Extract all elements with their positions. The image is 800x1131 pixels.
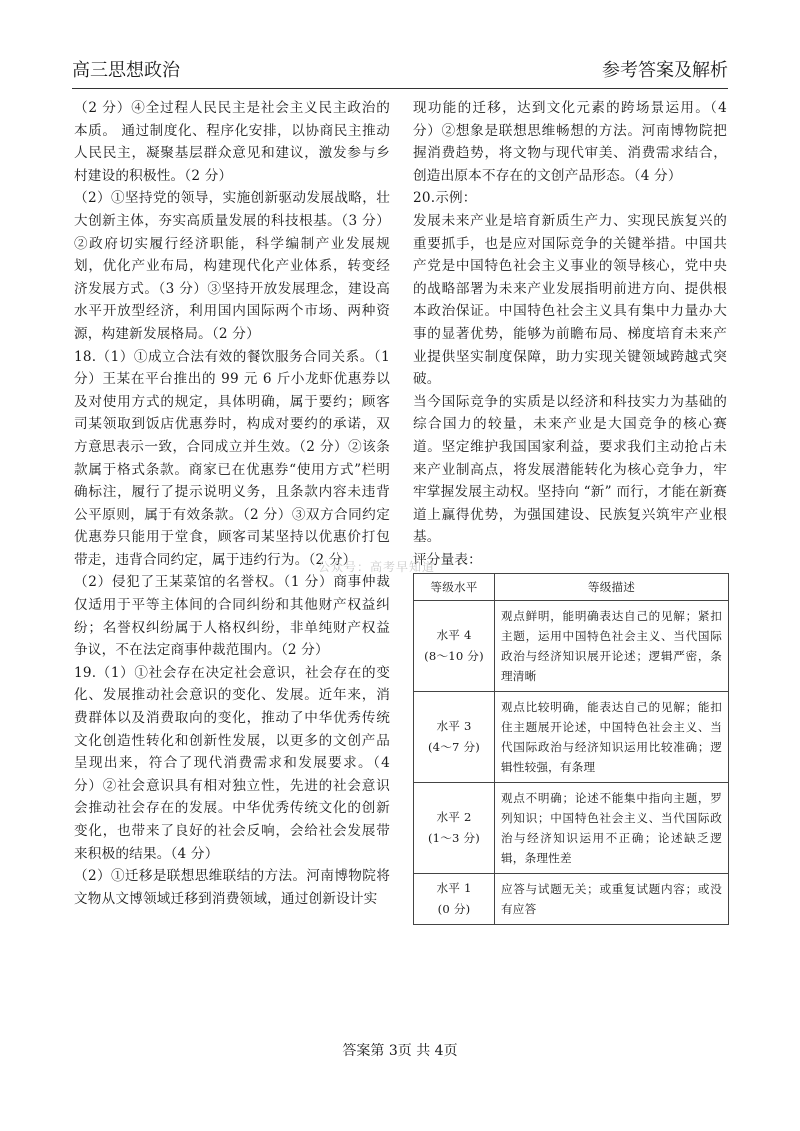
level-name: 水平 1 xyxy=(436,881,472,896)
table-row xyxy=(414,692,729,783)
level-score: (1～3 分) xyxy=(427,831,481,846)
right-column xyxy=(413,97,727,925)
level-name: 水平 3 xyxy=(436,719,472,734)
level-name: 水平 2 xyxy=(436,810,472,825)
page-footer: 答案第 3页 共 4页 xyxy=(342,1043,458,1059)
answer-paragraph: （2 分）④全过程人民民主是社会主义民主政治的本质。 通过制度化、程序化安排，以协商民主推动人民民主，凝聚基层群众意见和建议，激发参与乡村建设的积极性。（2 分） xyxy=(74,100,390,184)
table-header-row xyxy=(414,574,729,601)
table-row xyxy=(414,874,729,925)
answer-paragraph: （2）①坚持党的领导，实施创新驱动发展战略，壮大创新主体，夯实高质量发展的科技根基。（3 分）②政府切实履行经济职能，科学编制产业发展规划，优化产业布局，构建现代化产业体系，转变经济发展方式。（3 分）③坚持开放发展理念，建设高水平开放型经济，利用国内国际两个市场、两种资源，构建新发展格局。（2 分） xyxy=(74,190,390,342)
answer-paragraph: 18.（1）①成立合法有效的餐饮服务合同关系。（1 分）王某在平台推出的 99 元 6 斤小龙虾优惠券以及对使用方式的规定，具体明确，属于要约；顾客司某领取到饭店优惠券时，构成对要约的承诺，双方意思表示一致，合同成立并生效。（2 分）②该条款属于格式条款。商家已在优惠券“使用方式”栏明确标注，履行了提示说明义务，且条款内容未违背公平原则，属于有效条款。（2 分）③双方合同约定优惠券只能用于堂食，顾客司某坚持以优惠价打包带走，违背合同约定，属于违约行为。（2 分） xyxy=(74,348,390,568)
level-cell xyxy=(414,601,495,692)
answer-paragraph: 发展未来产业是培育新质生产力、实现民族复兴的重要抓手，也是应对国际竞争的关键举措。中国共产党是中国特色社会主义事业的领导核心，党中央的战略部署为未来产业发展指明前进方向、提供根本政治保证。中国特色社会主义具有集中力量办大事的显著优势，能够为前瞻布局、梯度培育未来产业提供坚实制度保障，助力实现关键领域跨越式突破。 xyxy=(413,212,727,388)
level-score: (0 分) xyxy=(437,902,471,917)
level-cell xyxy=(414,874,495,925)
answer-paragraph: 20.示例： xyxy=(413,190,477,207)
level-cell xyxy=(414,783,495,874)
level-cell xyxy=(414,692,495,783)
answer-paragraph: （2）①迁移是联想思维联结的方法。河南博物院将文物从文博领域迁移到消费领域，通过创新设计实 xyxy=(74,868,390,907)
level-score: (4～7 分) xyxy=(427,740,481,755)
page-header xyxy=(72,54,728,89)
subject-title: 高三思想政治 xyxy=(72,60,180,81)
answer-key-title: 参考答案及解析 xyxy=(602,60,728,81)
level-description: 应答与试题无关；或重复试题内容；或没有应答 xyxy=(495,874,729,925)
level-description: 观点比较明确，能表达自己的见解；能扣住主题展开论述，中国特色社会主义、当代国际政治与经济知识运用比较准确；逻辑性较强，有条理 xyxy=(495,692,729,783)
answer-paragraph: 现功能的迁移，达到文化元素的跨场景运用。（4 分）②想象是联想思维畅想的方法。河南博物院把握消费趋势，将文物与现代审美、消费需求结合，创造出原本不存在的文创产品形态。（4 分） xyxy=(413,100,727,184)
answer-paragraph: （2）侵犯了王某菜馆的名誉权。（1 分）商事仲裁仅适用于平等主体间的合同纠纷和其他财产权益纠纷；名誉权纠纷属于人格权纠纷，非单纯财产权益争议，不在法定商事仲裁范围内。（2 分） xyxy=(74,574,390,659)
table-row xyxy=(414,601,729,692)
answer-paragraph: 当今国际竞争的实质是以经济和科技实力为基础的综合国力的较量，未来产业是大国竞争的核心赛道。坚定维护我国国家利益，要求我们主动抢占未来产业制高点，将发展潜能转化为核心竞争力，牢牢掌握发展主动权。坚持向 “新” 而行，才能在新赛道上赢得优势，为强国建设、民族复兴筑牢产业根基。 xyxy=(413,393,727,546)
left-column xyxy=(74,97,390,910)
table-row xyxy=(414,783,729,874)
answer-paragraph: 19.（1）①社会存在决定社会意识，社会存在的变化、发展推动社会意识的变化、发展。近年来，消费群体以及消费取向的变化，推动了中华优秀传统文化创造性转化和创新性发展，以更多的文创产品呈现出来，符合了现代消费需求和发展要求。（4 分）②社会意识具有相对独立性，先进的社会意识会推动社会存在的发展。中华优秀传统文化的创新变化，也带来了良好的社会反响，会给社会发展带来积极的结果。（4 分） xyxy=(74,664,390,862)
rubric-label: 评分量表： xyxy=(413,551,482,568)
level-description: 观点鲜明，能明确表达自己的见解；紧扣主题，运用中国特色社会主义、当代国际政治与经济知识展开论述；逻辑严密，条理清晰 xyxy=(495,601,729,692)
level-description: 观点不明确；论述不能集中指向主题，罗列知识；中国特色社会主义、当代国际政治与经济知识运用不正确；论述缺乏逻辑，条理性差 xyxy=(495,783,729,874)
header-cell-description: 等级描述 xyxy=(495,574,729,601)
scoring-rubric-table xyxy=(413,573,729,925)
level-name: 水平 4 xyxy=(436,628,472,643)
header-cell-level: 等级水平 xyxy=(414,574,495,601)
watermark: 公众号：高考早知道 xyxy=(318,560,436,574)
level-score: (8～10 分) xyxy=(424,649,484,664)
